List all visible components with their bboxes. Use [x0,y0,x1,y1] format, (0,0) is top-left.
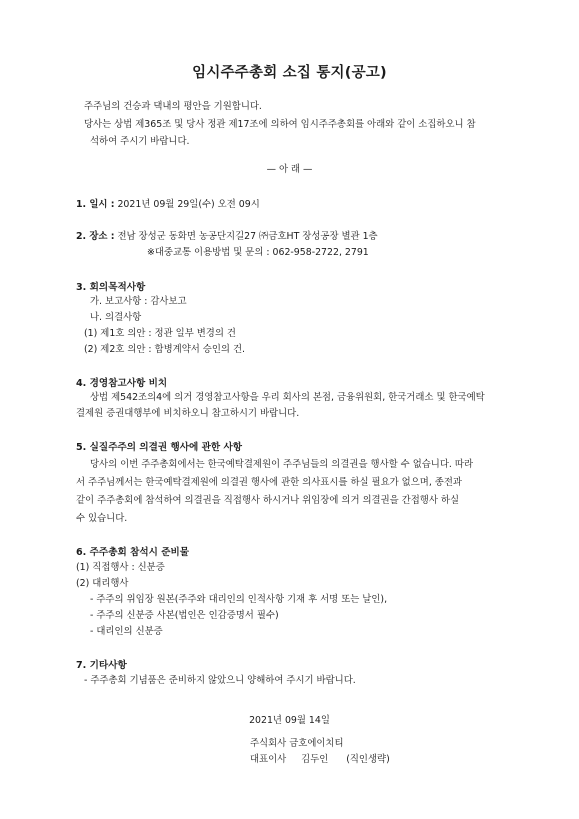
section-3-item-1: 가. 보고사항 : 감사보고 [90,296,187,307]
section-6-item-5: - 대리인의 신분증 [90,626,163,637]
section-2 [76,230,378,243]
ceo-name: 김두인 [301,754,329,765]
section-3-item-2: 나. 의결사항 [90,312,142,323]
section-6-item-3: - 주주의 위임장 원본(주주와 대리인의 인적사항 기재 후 서명 또는 날인), [90,594,388,605]
notice-date: 2021년 09월 14일 [249,715,330,726]
section-5-line-2: 서 주주님께서는 한국예탁결제원에 의결권 행사에 관한 의사표시를 하실 필요가 없으며, 종전과 [76,477,462,488]
intro-line-1: 당사는 상법 제365조 및 당사 정관 제17조에 의하여 임시주주총회를 아래와 같이 소집하오니 참 [84,119,476,130]
section-6-item-1: (1) 직접행사 : 신분증 [76,562,165,573]
section-5-line-3: 같이 주주총회에 참석하여 의결권을 직접행사 하시거나 위임장에 의거 의결권을 간접행사 하실 [76,495,459,506]
section-1 [76,198,260,211]
section-3-heading: 3. 회의목적사항 [76,282,146,293]
notice-marker: — 아 래 — [266,164,313,175]
intro-line-2: 석하여 주시기 바랍니다. [90,136,190,147]
ceo-line [250,753,390,766]
greeting-text: 주주님의 건승과 댁내의 평안을 기원합니다. [84,101,262,112]
section-7-heading: 7. 기타사항 [76,660,127,671]
section-5-heading: 5. 실질주주의 의결권 행사에 관한 사항 [76,442,243,453]
section-2-note: ※대중교통 이용방법 및 문의 : 062-958-2722, 2791 [147,247,369,258]
section-6-item-4: - 주주의 신분증 사본(법인은 인감증명서 필수) [90,610,279,621]
section-5-line-1: 당사의 이번 주주총회에서는 한국예탁결제원이 주주님들의 의결권을 행사할 수 없습니다. 따라 [90,459,473,470]
section-2-label: 2. 장소 : [76,231,115,242]
section-3-item-4: (2) 제2호 의안 : 합병계약서 승인의 건. [84,344,245,355]
section-4-line-2: 결제원 증권대행부에 비치하오니 참고하시기 바랍니다. [76,408,300,419]
section-6-heading: 6. 주주총회 참석시 준비물 [76,547,190,558]
section-4-heading: 4. 경영참고사항 비치 [76,378,168,389]
section-5-line-4: 수 있습니다. [76,513,128,524]
section-7-line: - 주주총회 기념품은 준비하지 않았으니 양해하여 주시기 바랍니다. [84,675,356,686]
company-name: 주식회사 금호에이치티 [250,738,344,749]
section-1-value: 2021년 09월 29일(수) 오전 09시 [117,199,260,210]
section-1-label: 1. 일시 : [76,199,115,210]
section-2-value: 전남 장성군 동화면 농공단지길27 ㈜금호HT 장성공장 별관 1층 [117,231,378,242]
section-6-item-2: (2) 대리행사 [76,578,129,589]
section-4-line-1: 상법 제542조의4에 의거 경영참고사항을 우리 회사의 본점, 금융위원회, 한국거래소 및 한국예탁 [90,392,485,403]
document-title: 임시주주총회 소집 통지(공고) [192,65,387,81]
seal-omitted-note: (직인생략) [346,754,390,765]
ceo-title: 대표이사 [250,754,287,765]
section-3-item-3: (1) 제1호 의안 : 정관 일부 변경의 건 [84,328,236,339]
